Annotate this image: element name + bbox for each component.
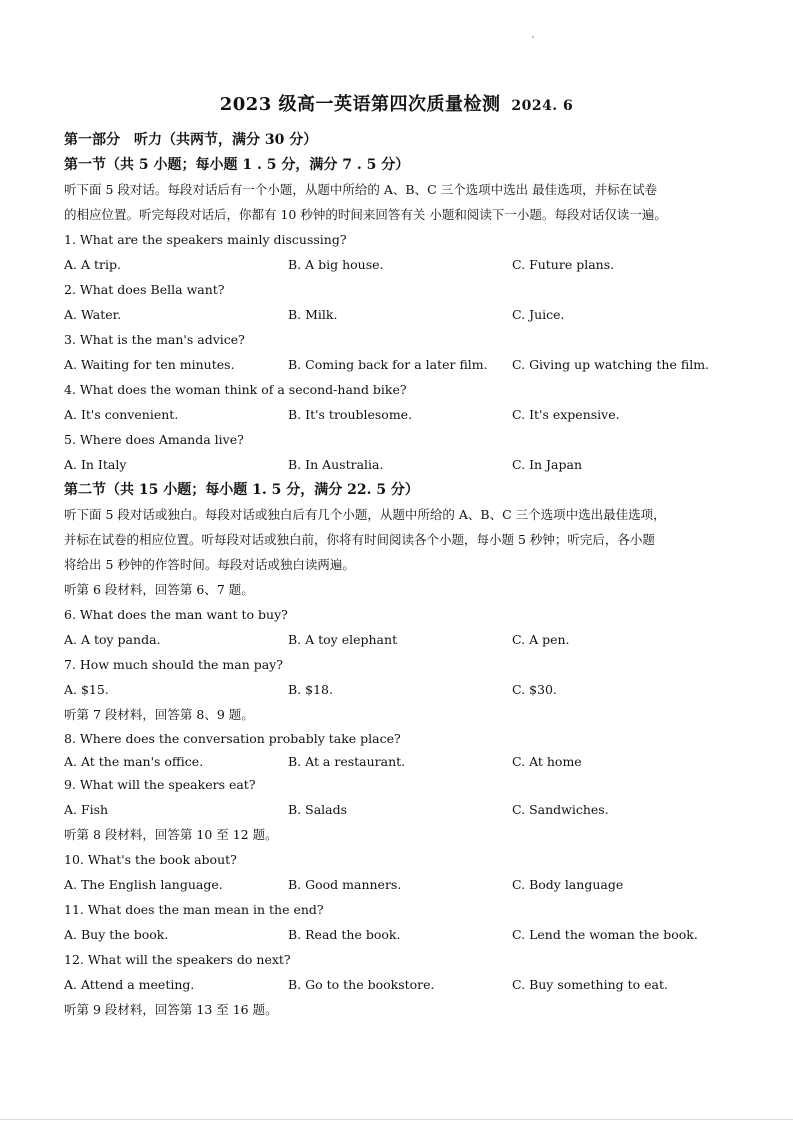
material-7-note: 听第 7 段材料，回答第 8、9 题。: [64, 707, 254, 722]
page-bottom-rule: [0, 1119, 793, 1120]
option-b: B. Milk.: [288, 307, 338, 322]
material-8-note: 听第 8 段材料，回答第 10 至 12 题。: [64, 827, 278, 842]
option-c: C. Sandwiches.: [512, 802, 609, 817]
option-a: A. $15.: [64, 682, 109, 697]
option-a: A. Waiting for ten minutes.: [64, 357, 235, 372]
section1-heading: 第一节（共 5 小题；每小题 1 . 5 分，满分 7 . 5 分）: [64, 157, 410, 173]
option-c: C. Lend the woman the book.: [512, 927, 698, 942]
option-c: C. Buy something to eat.: [512, 977, 668, 992]
option-a: A. Buy the book.: [64, 927, 169, 942]
option-a: A. Water.: [64, 307, 122, 322]
material-6-note: 听第 6 段材料，回答第 6、7 题。: [64, 582, 254, 597]
section2-instruction-line: 将给出 5 秒钟的作答时间。每段对话或独白读两遍。: [64, 557, 355, 572]
page-title: 2023 级高一英语第四次质量检测 2024. 6: [219, 94, 574, 115]
option-b: B. It's troublesome.: [288, 407, 413, 422]
option-a: A. In Italy: [64, 457, 127, 472]
option-a: A. A trip.: [64, 257, 121, 272]
question-6: 6. What does the man want to buy?: [64, 607, 288, 622]
question-9: 9. What will the speakers eat?: [64, 777, 256, 792]
option-b: B. Coming back for a later film.: [288, 357, 488, 372]
page-mark: [532, 36, 534, 38]
option-c: C. At home: [512, 754, 582, 769]
option-c: C. Juice.: [512, 307, 565, 322]
option-c: C. A pen.: [512, 632, 570, 647]
option-c: C. In Japan: [512, 457, 582, 472]
section1-instruction-line: 的相应位置。听完每段对话后，你都有 10 秒钟的时间来回答有关 小题和阅读下一小题。每段对话仅读一遍。: [64, 207, 667, 222]
section2-heading: 第二节（共 15 小题；每小题 1. 5 分，满分 22. 5 分）: [64, 482, 419, 498]
option-b: B. Go to the bookstore.: [288, 977, 435, 992]
part1-heading: 第一部分 听力（共两节，满分 30 分）: [64, 132, 318, 148]
section2-instruction-line: 并标在试卷的相应位置。听每段对话或独白前，你将有时间阅读各个小题，每小题 5 秒钟；听完后，各小题: [64, 532, 655, 547]
option-c: C. It's expensive.: [512, 407, 620, 422]
exam-date: 2024. 6: [511, 98, 574, 114]
material-9-note: 听第 9 段材料，回答第 13 至 16 题。: [64, 1002, 278, 1017]
option-a: A. It's convenient.: [64, 407, 179, 422]
option-c: C. Giving up watching the film.: [512, 357, 710, 372]
question-4: 4. What does the woman think of a second-hand bike?: [64, 382, 407, 397]
question-11: 11. What does the man mean in the end?: [64, 902, 324, 917]
question-7: 7. How much should the man pay?: [64, 657, 283, 672]
section1-instruction-line: 听下面 5 段对话。每段对话后有一个小题，从题中所给的 A、B、C 三个选项中选出 最佳选项，并标在试卷: [64, 182, 658, 197]
option-a: A. The English language.: [64, 877, 223, 892]
question-2: 2. What does Bella want?: [64, 282, 225, 297]
option-a: A. At the man's office.: [64, 754, 204, 769]
option-b: B. $18.: [288, 682, 333, 697]
option-b: B. Salads: [288, 802, 348, 817]
question-12: 12. What will the speakers do next?: [64, 952, 291, 967]
option-a: A. Attend a meeting.: [64, 977, 195, 992]
option-b: B. Good manners.: [288, 877, 402, 892]
option-c: C. Body language: [512, 877, 624, 892]
option-c: C. $30.: [512, 682, 557, 697]
option-a: A. A toy panda.: [64, 632, 161, 647]
question-1: 1. What are the speakers mainly discussing?: [64, 232, 347, 247]
question-10: 10. What's the book about?: [64, 852, 237, 867]
option-a: A. Fish: [64, 802, 109, 817]
question-8: 8. Where does the conversation probably take place?: [64, 731, 401, 746]
option-c: C. Future plans.: [512, 257, 615, 272]
option-b: B. In Australia.: [288, 457, 384, 472]
section2-instruction-line: 听下面 5 段对话或独白。每段对话或独白后有几个小题，从题中所给的 A、B、C 三个选项中选出最佳选项，: [64, 507, 666, 522]
option-b: B. Read the book.: [288, 927, 401, 942]
option-b: B. A big house.: [288, 257, 384, 272]
question-3: 3. What is the man's advice?: [64, 332, 245, 347]
option-b: B. A toy elephant: [288, 632, 398, 647]
question-5: 5. Where does Amanda live?: [64, 432, 244, 447]
option-b: B. At a restaurant.: [288, 754, 406, 769]
